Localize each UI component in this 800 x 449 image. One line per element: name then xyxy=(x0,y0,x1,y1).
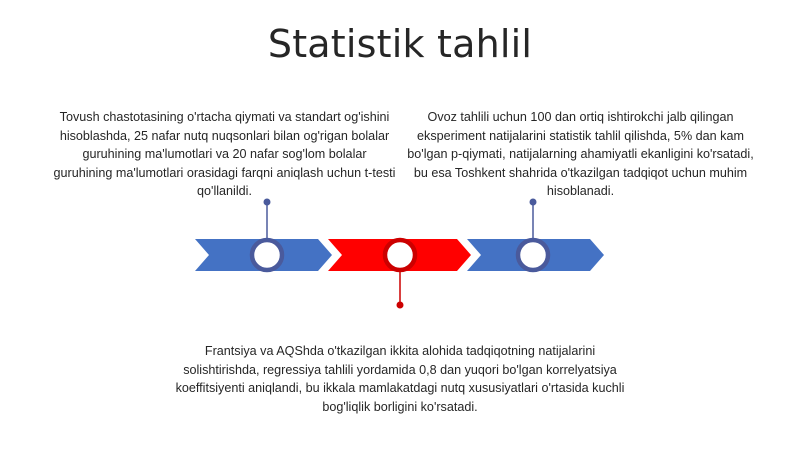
connector-dot-3 xyxy=(530,199,537,206)
timeline-event-1-text: Tovush chastotasining o'rtacha qiymati va standart og'ishini hisoblashda, 25 nafar nutq nuqsonlari bilan og'rigan bolalar guruhining ma'lumotlari va 20 nafar sog'lom bolalar guruhining ma'lumotlari orasidagi farqni aniqlash uchun t-testi qo'llanildi. xyxy=(53,110,396,199)
timeline-event-3-text: Ovoz tahlili uchun 100 dan ortiq ishtirokchi jalb qilingan eksperiment natijalarini statistik tahlil qilishda, 5% dan kam bo'lgan p-qiymati, natijalarning ahamiyatli ekanligini ko'rsatadi, bu esa Toshkent shahrida o'tkazilgan tadqiqot uchun muhim hisoblanadi. xyxy=(407,110,754,199)
milestone-marker-1 xyxy=(252,240,282,270)
timeline-event-2-text: Frantsiya va AQShda o'tkazilgan ikkita alohida tadqiqotning natijalarini solishtirishda, regressiya tahlili yordamida 0,8 dan yuqori bo'lgan korrelyatsiya koeffitsiyenti aniqlandi, bu ikkala mamlakatdagi nutq xususiyatlari o'rtasida kuchli bog'liqlik borligini ko'rsatadi. xyxy=(175,344,625,414)
milestone-marker-3 xyxy=(518,240,548,270)
milestone-marker-2 xyxy=(385,240,415,270)
connector-dot-1 xyxy=(264,199,271,206)
slide-title: Statistik tahlil xyxy=(267,22,533,66)
connector-dot-2 xyxy=(397,302,404,309)
